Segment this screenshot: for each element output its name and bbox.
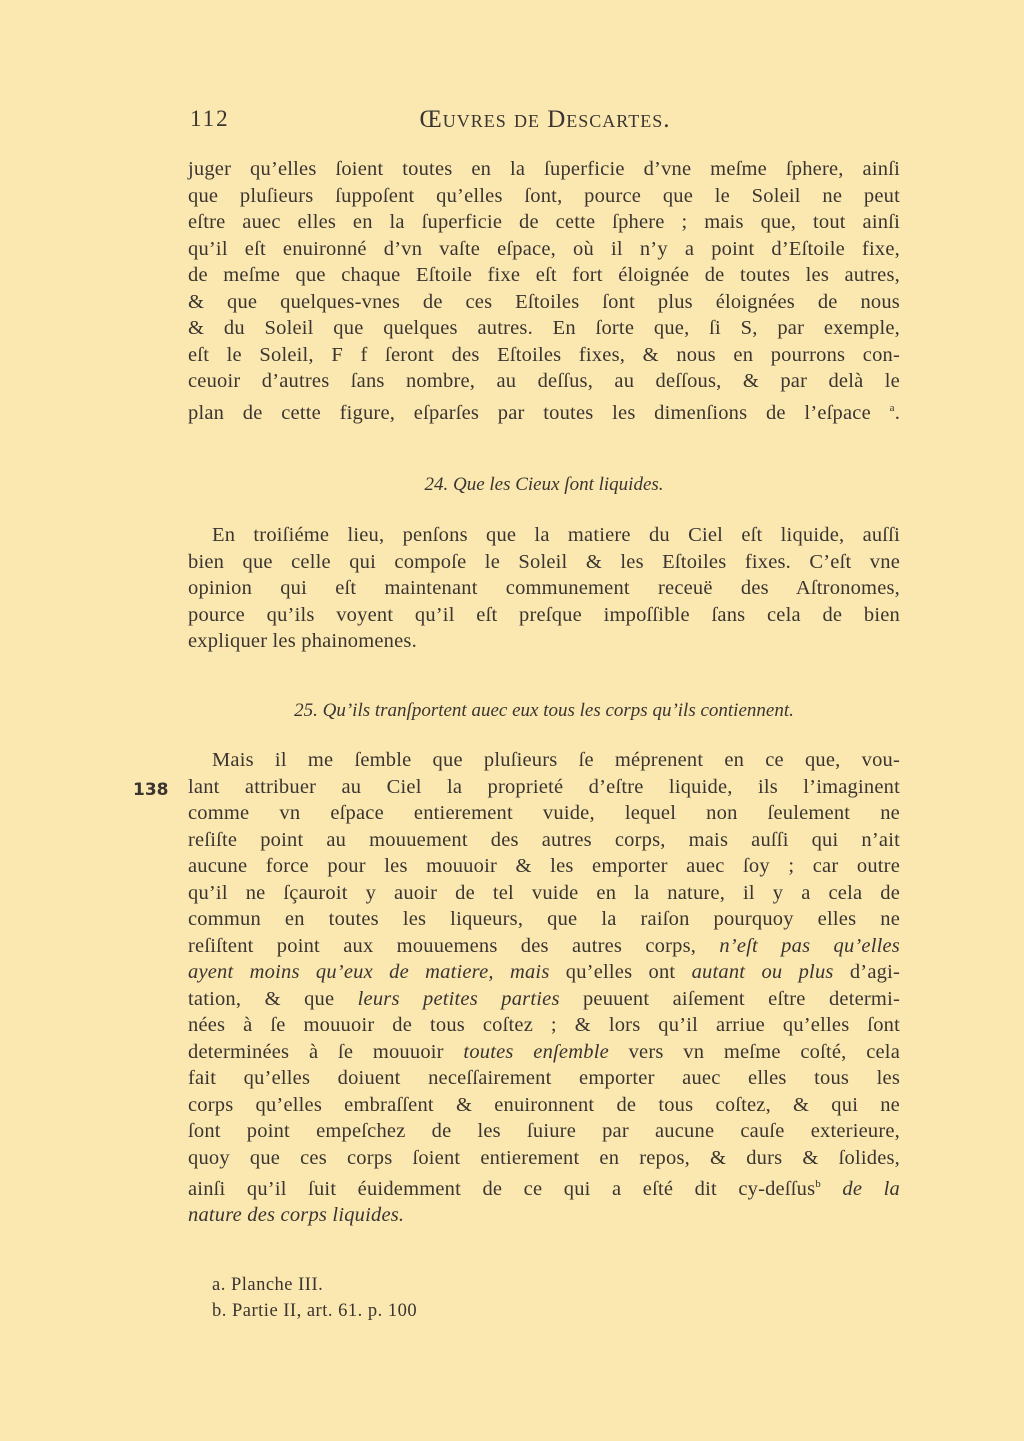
italic-fragment: nature des corps liquides. — [188, 1204, 405, 1227]
text-line: commun en toutes les liqueurs, que la raiſon pourquoy elles ne — [188, 908, 900, 930]
text-fragment: . — [894, 401, 901, 424]
text-line — [188, 1039, 900, 1066]
text-fragment: determinées à ſe mouuoir — [188, 1040, 464, 1063]
text-fragment: ainſi qu’il ſuit éuidemment de ce qui a eſté dit cy-deſſus — [188, 1177, 816, 1200]
text-line — [188, 395, 900, 426]
page-number: 112 — [190, 106, 230, 131]
text-line: qu’il ne ſçauroit y auoir de tel vuide en la nature, il y a cela de — [188, 881, 900, 904]
text-line: aucune force pour les mouuoir & les emporter auec ſoy ; car outre — [188, 855, 900, 877]
text-line — [188, 959, 900, 986]
text-line — [188, 986, 900, 1013]
footnote: b. Partie II, art. 61. p. 100 — [212, 1301, 418, 1321]
text-line: reſiſte point au mouuement des autres corps, mais auſſi qui n’ait — [188, 828, 900, 851]
text-fragment: tation, & que — [188, 987, 358, 1010]
text-line: juger qu’elles ſoient toutes en la ſuperficie d’vne meſme ſphere, ainſi — [188, 158, 900, 180]
text-line: qu’il eſt enuironné d’vn vaſte eſpace, où il n’y a point d’Eſtoile fixe, — [188, 237, 900, 260]
italic-fragment: ayent moins qu’eux de matiere, mais — [188, 961, 550, 983]
text-line: comme vn eſpace entierement vuide, lequel non ſeulement ne — [188, 802, 900, 824]
page-header — [190, 106, 900, 142]
footnote-mark: b — [815, 1178, 821, 1190]
text-line: opinion qui eſt maintenant communement receuë des Aſtronomes, — [188, 577, 900, 599]
text-line: eſtre auec elles en la ſuperficie de cette ſphere ; mais que, tout ainſi — [188, 211, 900, 233]
text-fragment: plan de cette figure, eſparſes par toutes les dimenſions de l’eſpace — [188, 401, 871, 424]
running-title: Œuvres de Descartes. — [419, 106, 671, 133]
italic-fragment: toutes enſemble — [463, 1040, 609, 1063]
paragraph-2 — [188, 522, 900, 655]
text-line: eſt le Soleil, F f ſeront des Eſtoiles fixes, & nous en pourrons con- — [188, 343, 900, 366]
italic-fragment: n’eſt pas qu’elles — [719, 934, 900, 957]
text-fragment: d’agi- — [833, 961, 900, 983]
text-fragment: qu’elles ont — [549, 961, 692, 983]
text-line: & que quelques-vnes de ces Eſtoiles ſont plus éloignées de nous — [188, 290, 900, 313]
italic-fragment: autant ou plus — [691, 961, 834, 983]
text-line: En troiſiéme lieu, penſons que la matiere du Ciel eſt liquide, auſſi — [212, 524, 900, 546]
text-line — [188, 1202, 900, 1229]
text-line: fait qu’elles doiuent neceſſairement emporter auec elles tous les — [188, 1067, 900, 1089]
text-line: bien que celle qui compoſe le Soleil & les Eſtoiles fixes. C’eſt vne — [188, 550, 900, 573]
paragraph-3 — [188, 747, 900, 1229]
footnotes — [212, 1272, 417, 1324]
text-line: expliquer les phainomenes. — [188, 630, 417, 652]
italic-fragment: de la — [820, 1177, 900, 1200]
footnote-mark: a — [889, 401, 895, 414]
text-fragment: vers vn meſme coſté, cela — [608, 1040, 901, 1063]
text-line: ſont point empeſchez de les ſuiure par aucune cauſe exterieure, — [188, 1120, 900, 1142]
text-fragment: reſiſtent point aux mouuemens des autres corps, — [188, 934, 720, 957]
text-line: & du Soleil que quelques autres. En ſorte que, ſi S, par exemple, — [188, 317, 900, 339]
text-fragment: peuuent aiſement eſtre determi- — [559, 987, 900, 1010]
section-heading-25: 25. Qu’ils tranſportent auec eux tous les corps qu’ils contiennent. — [294, 700, 794, 721]
text-line — [188, 1171, 900, 1202]
margin-page-number: 138 — [133, 780, 169, 800]
text-line: nées à ſe mouuoir de tous coſtez ; & lors qu’il arriue qu’elles ſont — [188, 1014, 900, 1036]
text-line — [188, 933, 900, 960]
italic-fragment: leurs petites parties — [357, 987, 560, 1010]
text-line: Mais il me ſemble que pluſieurs ſe méprenent en ce que, vou- — [212, 749, 900, 771]
section-heading-24: 24. Que les Cieux ſont liquides. — [424, 474, 664, 495]
text-line: quoy que ces corps ſoient entierement en repos, & durs & ſolides, — [188, 1146, 900, 1169]
text-line: pource qu’ils voyent qu’il eſt preſque impoſſible ſans cela de bien — [188, 603, 900, 626]
footnote: a. Planche III. — [212, 1275, 324, 1295]
text-line: corps qu’elles embraſſent & enuironnent de tous coſtez, & qui ne — [188, 1093, 900, 1116]
text-line: ceuoir d’autres ſans nombre, au deſſus, au deſſous, & par delà le — [188, 370, 900, 392]
paragraph-1 — [188, 156, 900, 426]
text-line: de meſme que chaque Eſtoile fixe eſt fort éloignée de toutes les autres, — [188, 264, 900, 286]
text-line: que pluſieurs ſuppoſent qu’elles ſont, pource que le Soleil ne peut — [188, 184, 900, 207]
text-line: lant attribuer au Ciel la proprieté d’eſtre liquide, ils l’imaginent — [188, 775, 900, 798]
